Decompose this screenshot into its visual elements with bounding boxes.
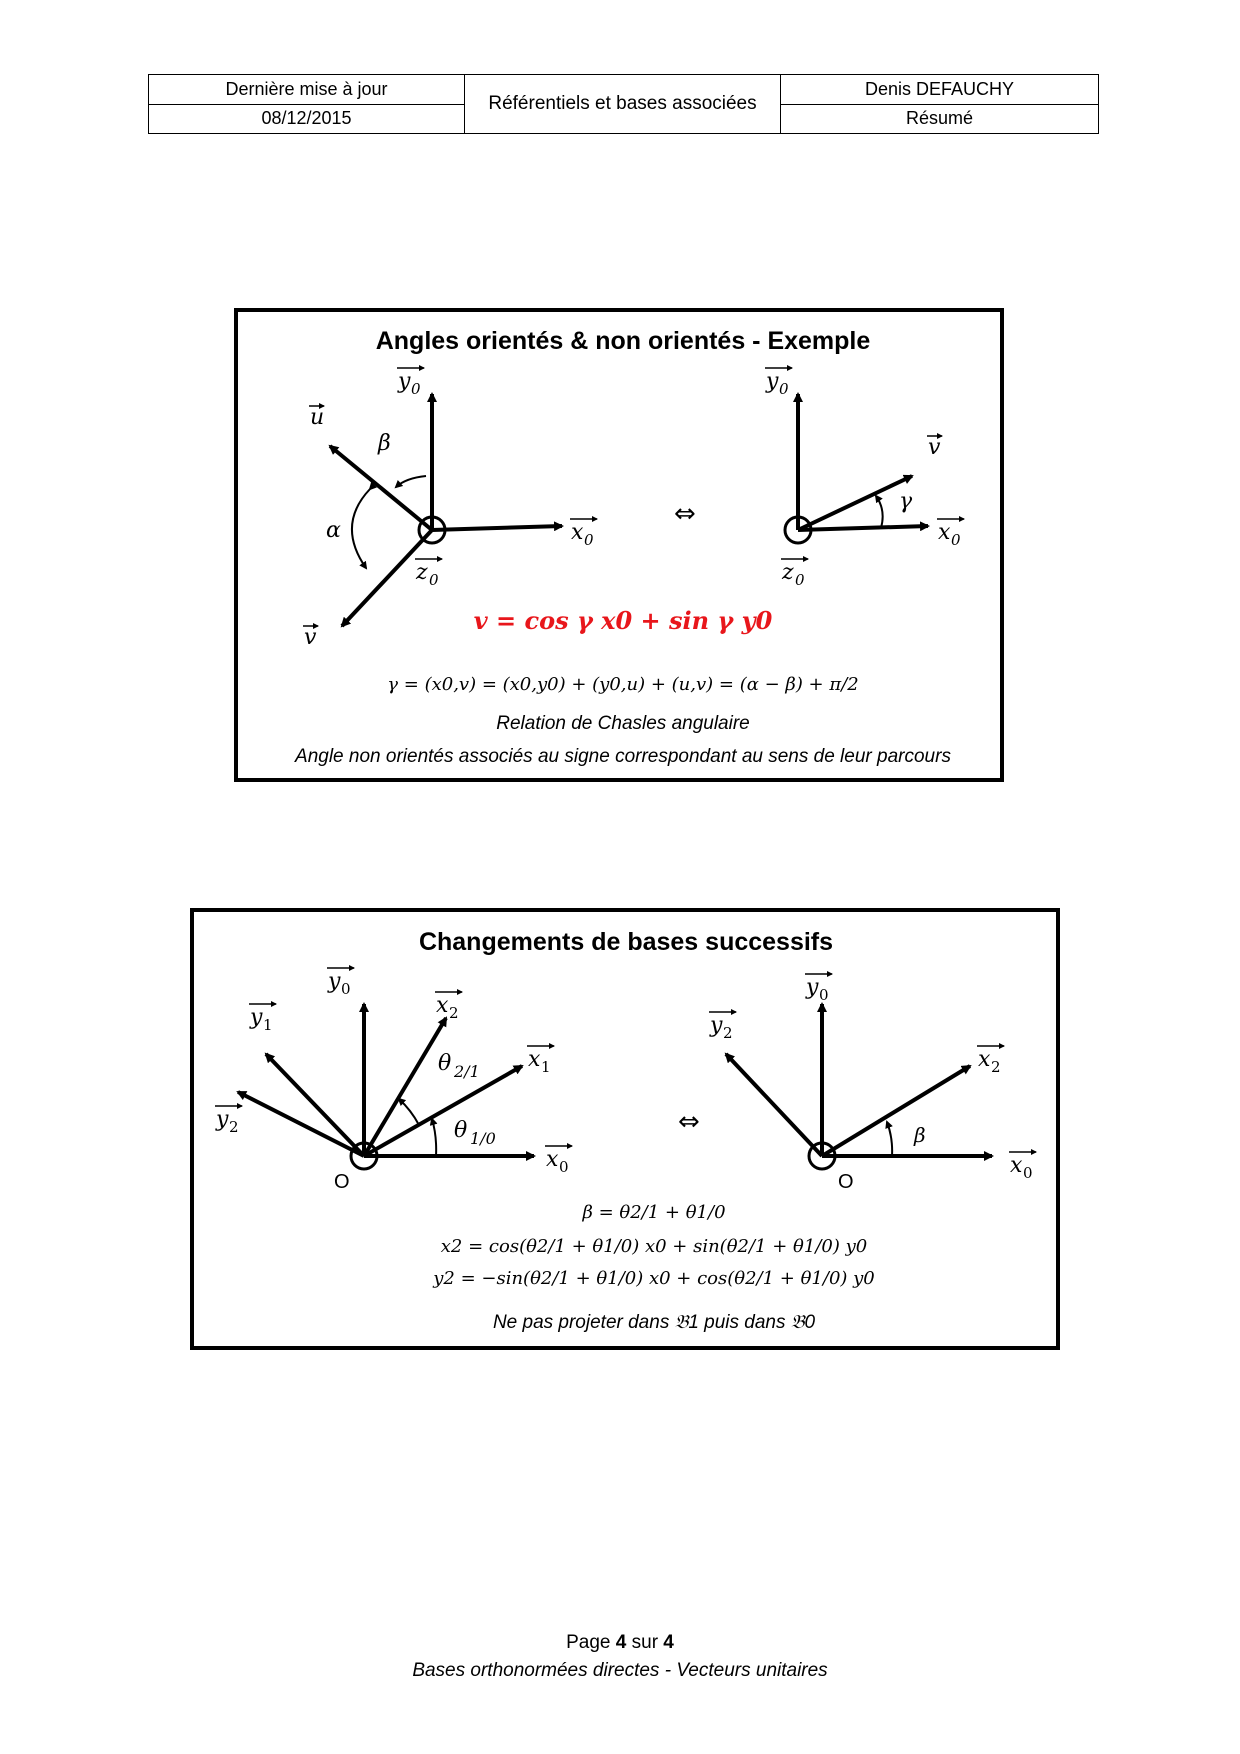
chasles-caption: Relation de Chasles angulaire [496,713,750,734]
svg-text:x: x [546,1147,559,1172]
svg-text:y: y [216,1107,229,1132]
document-title: Référentiels et bases associées [465,75,781,134]
y2-axis [726,1054,822,1156]
equivalence-icon: ⇔ [674,499,696,529]
x2-equation: x2 = cos(θ2/1 + θ1/0) x0 + sin(θ2/1 + θ1/0) y0 [440,1236,868,1257]
x0-label [570,519,597,549]
y1-axis [266,1054,364,1156]
v-label [303,625,318,650]
footer-subtitle: Bases orthonormées directes - Vecteurs unitaires [412,1660,828,1681]
svg-text:1: 1 [541,1058,551,1076]
angles-example-box [234,308,1004,782]
svg-text:y: y [398,369,411,394]
x0-axis [432,526,562,530]
theta21-arc [399,1099,419,1125]
x0-label [1009,1152,1036,1182]
svg-text:2: 2 [229,1118,239,1136]
author: Denis DEFAUCHY [781,75,1099,105]
x0-axis [798,526,928,530]
svg-text:z: z [782,560,794,585]
u-label [309,405,324,430]
y2-axis [238,1092,364,1156]
beta-arc [887,1122,892,1156]
gamma-arc [876,496,883,528]
svg-text:x: x [436,993,449,1018]
y1-label [249,1004,276,1034]
svg-text:2/1: 2/1 [454,1062,480,1081]
svg-text:v: v [304,625,317,650]
bases-diagram [194,912,1064,1354]
svg-text:x: x [1010,1153,1023,1178]
theta10-arc [432,1119,436,1156]
angles-diagram [238,312,1008,786]
svg-text:x: x [938,520,951,545]
beta-label: β [378,431,391,456]
y0-label [397,368,424,398]
svg-text:1: 1 [263,1016,273,1034]
svg-text:0: 0 [411,380,421,398]
svg-text:u: u [310,405,325,430]
chasles-formula: γ = (x0,v) = (x0,y0) + (y0,u) + (u,v) = (α − β) + π/2 [387,674,859,695]
svg-text:y: y [250,1005,263,1030]
x0-label [545,1146,572,1176]
svg-text:θ: θ [454,1118,468,1143]
svg-text:0: 0 [341,980,351,998]
svg-text:2: 2 [991,1058,1001,1076]
y2-label [709,1012,736,1042]
svg-text:1/0: 1/0 [470,1129,496,1148]
svg-text:y: y [328,969,341,994]
z0-label [415,559,442,589]
x2-label [977,1046,1004,1076]
y2-equation: y2 = −sin(θ2/1 + θ1/0) x0 + cos(θ2/1 + θ1/0) y0 [433,1268,875,1289]
svg-text:0: 0 [559,1158,569,1176]
svg-text:x: x [571,520,584,545]
box1-title: Angles orientés & non orientés - Exemple [375,327,871,355]
x2-axis [364,1018,446,1156]
page-number [0,1632,1240,1654]
svg-text:x: x [978,1047,991,1072]
page-prefix: Page [566,1632,616,1653]
theta21-label [438,1051,480,1081]
svg-text:y: y [710,1013,723,1038]
svg-text:x: x [528,1047,541,1072]
svg-text:0: 0 [1023,1164,1033,1182]
x1-label [527,1046,554,1076]
projection-note: Ne pas projeter dans 𝔅1 puis dans 𝔅0 [492,1312,816,1333]
alpha-arc [352,489,370,568]
svg-text:0: 0 [795,571,805,589]
successive-bases-box [190,908,1060,1350]
svg-text:2: 2 [723,1024,733,1042]
beta-arc [396,476,426,487]
svg-text:θ: θ [438,1051,452,1076]
equivalence-icon: ⇔ [678,1107,700,1137]
sign-caption: Angle non orientés associés au signe correspondant au sens de leur parcours [295,746,951,767]
svg-text:v: v [928,435,941,460]
page-total: 4 [663,1632,674,1653]
beta-equation: β = θ2/1 + θ1/0 [582,1202,726,1223]
x1-axis [364,1066,522,1156]
u-vector [330,446,432,530]
svg-text:y: y [766,369,779,394]
svg-text:y: y [806,975,819,1000]
page-current: 4 [615,1632,627,1653]
box2-title: Changements de bases successifs [418,928,834,956]
x2-label [435,992,462,1022]
svg-text:2: 2 [449,1004,459,1022]
gamma-label: γ [899,489,913,514]
x2-axis [822,1066,970,1156]
y2-label [215,1106,242,1136]
y0-label [327,968,354,998]
right-basis-diagram [765,368,964,589]
origin-label: O [334,1171,350,1193]
svg-text:0: 0 [584,531,594,549]
y0-label [765,368,792,398]
beta-label: β [914,1123,926,1147]
svg-text:0: 0 [951,531,961,549]
v-vector [798,476,912,530]
x0-label [937,519,964,549]
y0-label [805,974,832,1004]
svg-text:z: z [416,560,428,585]
theta10-label [454,1118,496,1148]
header-table [148,74,1099,134]
update-date: 08/12/2015 [149,104,465,134]
alpha-label: α [326,518,341,543]
svg-text:0: 0 [779,380,789,398]
left-successive-diagram [215,968,572,1193]
last-update-label: Dernière mise à jour [149,75,465,105]
origin-label: O [838,1171,854,1193]
z0-label [781,559,808,589]
projection-formula: v = cos γ x0 + sin γ y0 [473,606,773,635]
right-successive-diagram [709,974,1036,1193]
document-type: Résumé [781,104,1099,134]
svg-text:0: 0 [819,986,829,1004]
page-mid: sur [626,1632,664,1653]
svg-text:0: 0 [429,571,439,589]
v-label [927,435,942,460]
